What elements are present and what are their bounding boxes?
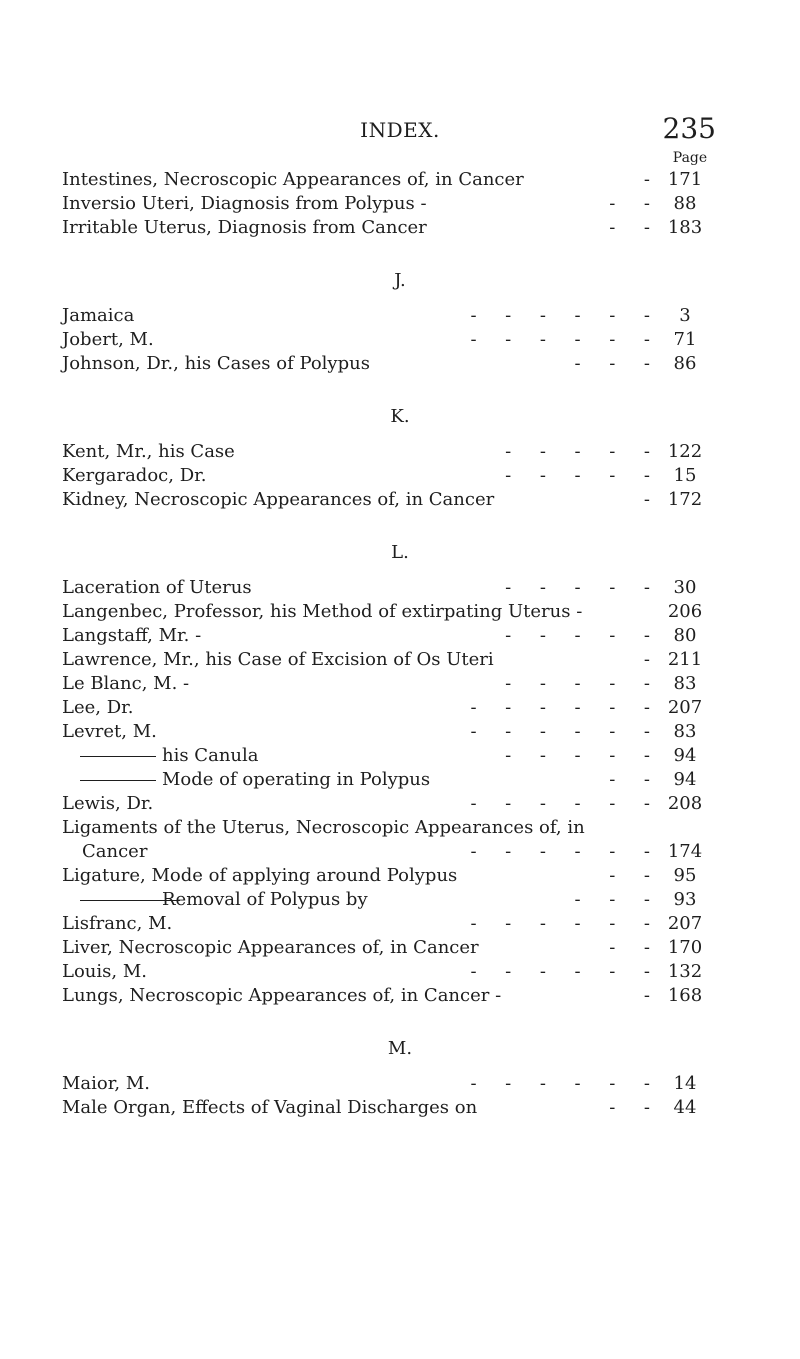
section-letter: L. xyxy=(391,542,409,563)
index-entry xyxy=(62,352,722,376)
entry-page-number: 86 xyxy=(673,353,697,374)
entry-text: Lungs, Necroscopic Appearances of, in Cancer - xyxy=(62,985,502,1006)
entry-leaders: - - - - - xyxy=(505,673,650,694)
entry-page-number: 174 xyxy=(667,841,703,862)
entry-page-number: 183 xyxy=(667,217,703,238)
entry-page-number: 93 xyxy=(673,889,697,910)
entry-text: Ligature, Mode of applying around Polypus xyxy=(62,865,458,886)
entry-page-number: 132 xyxy=(667,961,703,982)
entry-leaders: - - - - - - xyxy=(470,841,650,862)
index-entry xyxy=(62,648,722,672)
entry-page-number: 206 xyxy=(667,601,703,622)
entry-leaders: - - xyxy=(609,217,650,238)
entry-text: Louis, M. xyxy=(62,961,147,982)
entry-text: Mode of operating in Polypus xyxy=(162,769,431,790)
index-entry xyxy=(62,440,722,464)
entry-text: Levret, M. xyxy=(62,721,157,742)
section-letter: M. xyxy=(387,1038,413,1059)
entry-leaders: - - - - - - xyxy=(470,1073,650,1094)
entry-leaders: - - xyxy=(609,193,650,214)
index-entry xyxy=(62,984,722,1008)
entry-page-number: 170 xyxy=(667,937,703,958)
entry-leaders: - - - - - - xyxy=(470,697,650,718)
entry-leaders: - - - - - - xyxy=(470,721,650,742)
entry-page-number: 44 xyxy=(673,1097,697,1118)
entry-leaders: - - - - - xyxy=(505,625,650,646)
entry-leaders: - - - - - - xyxy=(470,305,650,326)
entry-text: Lee, Dr. xyxy=(62,697,134,718)
entry-page-number: 88 xyxy=(673,193,697,214)
entry-page-number: 172 xyxy=(667,489,703,510)
index-entry xyxy=(62,816,722,840)
entry-text: Kergaradoc, Dr. xyxy=(62,465,207,486)
index-entry xyxy=(62,672,722,696)
index-entry xyxy=(62,1072,722,1096)
section-heading xyxy=(0,376,800,440)
index-entry xyxy=(62,888,722,912)
entry-leaders: - - xyxy=(609,1097,650,1118)
entry-text: Langstaff, Mr. - xyxy=(62,625,202,646)
entry-page-number: 83 xyxy=(673,673,697,694)
index-entry xyxy=(62,328,722,352)
entry-text: Le Blanc, M. - xyxy=(62,673,190,694)
index-entry xyxy=(62,696,722,720)
entry-page-number: 207 xyxy=(667,697,703,718)
entry-page-number: 122 xyxy=(667,441,703,462)
page-number: 235 xyxy=(662,112,716,145)
entry-text: Inversio Uteri, Diagnosis from Polypus - xyxy=(62,193,427,214)
ditto-rule xyxy=(80,756,156,757)
index-entry xyxy=(62,768,722,792)
entry-text: Jamaica xyxy=(62,305,135,326)
entry-page-number: 94 xyxy=(673,745,697,766)
entry-leaders: - - - - - - xyxy=(470,793,650,814)
entry-leaders: - - - - - xyxy=(505,577,650,598)
entry-page-number: 208 xyxy=(667,793,703,814)
entry-leaders: - - - - - - xyxy=(470,961,650,982)
section-letter: J. xyxy=(394,270,406,291)
section-heading xyxy=(0,1008,800,1072)
entry-leaders: - - - - - - xyxy=(470,329,650,350)
entry-leaders: - - xyxy=(609,865,650,886)
index-entry xyxy=(62,936,722,960)
section-heading xyxy=(0,512,800,576)
index-entry xyxy=(62,576,722,600)
entry-page-number: 30 xyxy=(673,577,697,598)
index-entry xyxy=(62,488,722,512)
index-entry xyxy=(62,168,722,192)
entry-text: Male Organ, Effects of Vaginal Discharges on xyxy=(62,1097,478,1118)
page-column-label: Page xyxy=(672,150,708,166)
running-head: INDEX. xyxy=(360,118,440,142)
entry-text: Langenbec, Professor, his Method of extirpating Uterus - xyxy=(62,601,583,622)
entry-leaders: - - xyxy=(609,769,650,790)
entry-text: his Canula xyxy=(162,745,259,766)
entry-text: Laceration of Uterus xyxy=(62,577,252,598)
entry-leaders: - xyxy=(643,489,650,510)
entry-leaders: - - - - - - xyxy=(470,913,650,934)
entry-page-number: 71 xyxy=(673,329,697,350)
index-entry xyxy=(62,192,722,216)
index-entry xyxy=(62,624,722,648)
entry-leaders: - xyxy=(643,985,650,1006)
entry-page-number: 95 xyxy=(673,865,697,886)
entry-text: Kent, Mr., his Case xyxy=(62,441,235,462)
index-entry xyxy=(62,600,722,624)
entry-text: Kidney, Necroscopic Appearances of, in Cancer xyxy=(62,489,495,510)
entry-text: Intestines, Necroscopic Appearances of, in Cancer xyxy=(62,169,524,190)
entry-text: Maior, M. xyxy=(62,1073,150,1094)
entry-page-number: 168 xyxy=(667,985,703,1006)
section-heading xyxy=(0,240,800,304)
entry-page-number: 3 xyxy=(679,305,691,326)
entry-leaders: - - - xyxy=(574,889,650,910)
entry-text: Liver, Necroscopic Appearances of, in Cancer xyxy=(62,937,479,958)
entry-leaders: - - - - - xyxy=(505,745,650,766)
index-entry xyxy=(62,792,722,816)
entry-text: Irritable Uterus, Diagnosis from Cancer xyxy=(62,217,427,238)
entry-text: Cancer xyxy=(82,841,148,862)
entry-page-number: 83 xyxy=(673,721,697,742)
index-entries xyxy=(62,168,722,1120)
index-entry xyxy=(62,960,722,984)
index-entry xyxy=(62,1096,722,1120)
index-entry xyxy=(62,464,722,488)
entry-text: Lewis, Dr. xyxy=(62,793,154,814)
index-entry xyxy=(62,304,722,328)
entry-leaders: - - - xyxy=(574,353,650,374)
entry-leaders: - - - - - xyxy=(505,465,650,486)
entry-page-number: 94 xyxy=(673,769,697,790)
index-entry xyxy=(62,912,722,936)
section-letter: K. xyxy=(390,406,410,427)
index-entry xyxy=(62,840,722,864)
entry-text: Jobert, M. xyxy=(62,329,154,350)
index-entry xyxy=(62,720,722,744)
entry-leaders: - - - - - xyxy=(505,441,650,462)
entry-page-number: 171 xyxy=(667,169,703,190)
index-entry xyxy=(62,216,722,240)
entry-text: Johnson, Dr., his Cases of Polypus xyxy=(62,353,370,374)
entry-page-number: 207 xyxy=(667,913,703,934)
entry-text: Lisfranc, M. xyxy=(62,913,173,934)
entry-page-number: 211 xyxy=(667,649,703,670)
entry-page-number: 15 xyxy=(673,465,697,486)
ditto-rule xyxy=(80,780,156,781)
entry-leaders: - xyxy=(643,649,650,670)
entry-text: Ligaments of the Uterus, Necroscopic Appearances of, in xyxy=(62,817,585,838)
entry-leaders: - - xyxy=(609,937,650,958)
index-entry xyxy=(62,864,722,888)
entry-leaders: - xyxy=(643,169,650,190)
index-entry xyxy=(62,744,722,768)
entry-page-number: 14 xyxy=(673,1073,697,1094)
entry-text: Lawrence, Mr., his Case of Excision of Os Uteri xyxy=(62,649,494,670)
entry-page-number: 80 xyxy=(673,625,697,646)
entry-text: Removal of Polypus by xyxy=(162,889,368,910)
